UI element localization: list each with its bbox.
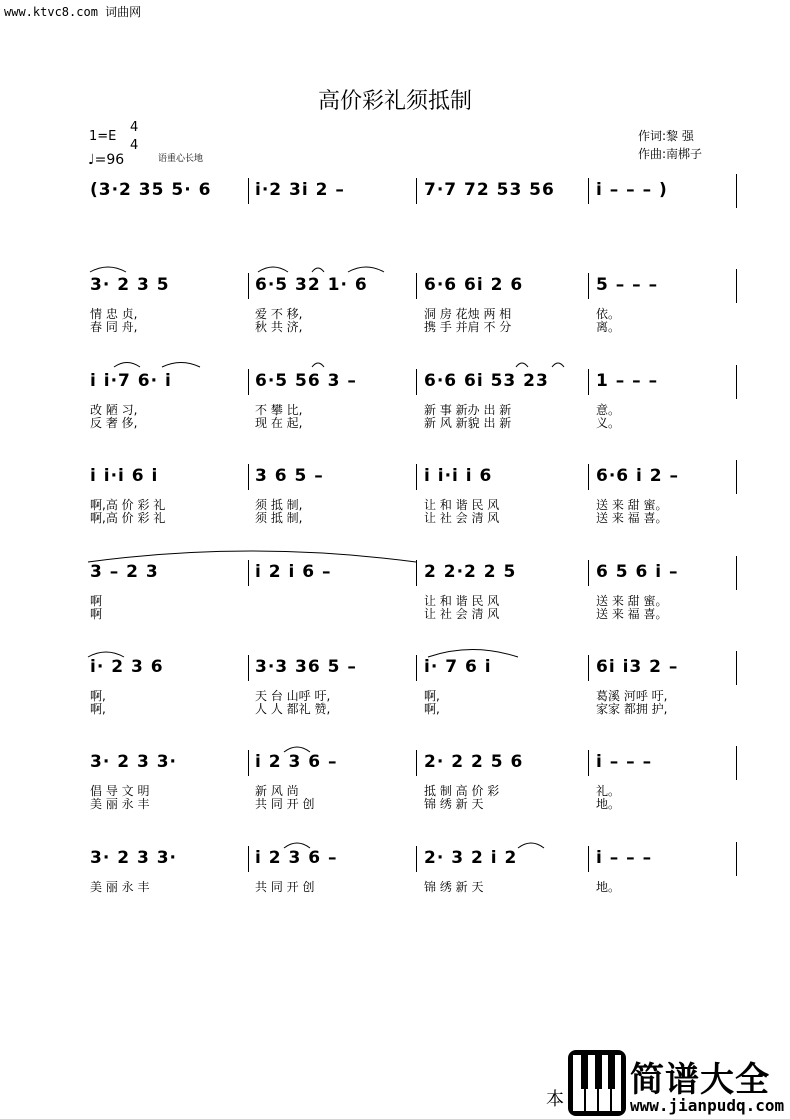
lyric-line: 啊,高 价 彩 礼: [90, 498, 166, 512]
measure-notes: 3 – 2 3: [90, 562, 159, 582]
lyric-line: 送 来 甜 蜜。: [596, 498, 668, 512]
piano-keys-icon: [568, 1050, 626, 1116]
lyric-line: 让 和 谐 民 风: [424, 594, 500, 608]
lyric-line: 新 风 新貌 出 新: [424, 416, 512, 430]
lyric-line: 美 丽 永 丰: [90, 797, 150, 811]
measure-notes: i· 7 6 i: [424, 657, 492, 677]
lyric-line: 美 丽 永 丰: [90, 880, 150, 894]
time-signature-top: 4: [130, 120, 139, 135]
measure-notes: 6i i3 2 –: [596, 657, 679, 677]
lyricist-credit: 作词:黎 强: [638, 129, 694, 143]
lyric-line: 地。: [596, 797, 621, 811]
measure-notes: 3 6 5 –: [255, 466, 324, 486]
measure-notes: i i·i 6 i: [90, 466, 159, 486]
lyric-line: 啊: [90, 607, 103, 621]
song-title: 高价彩礼须抵制: [317, 89, 472, 114]
lyric-line: 新 风 尚: [255, 784, 299, 798]
lyric-line: 啊: [90, 594, 103, 608]
lyric-line: 意。: [596, 403, 621, 417]
lyric-line: 共 同 开 创: [255, 797, 315, 811]
lyric-line: 地。: [596, 880, 621, 894]
composer-credit: 作曲:南梆子: [638, 147, 703, 161]
measure-notes: i 2 3 6 –: [255, 848, 338, 868]
lyric-line: 须 抵 制,: [255, 511, 303, 525]
lyric-line: 送 来 福 喜。: [596, 607, 668, 621]
lyric-line: 新 事 新办 出 新: [424, 403, 512, 417]
measure-notes: 2· 2 2 5 6: [424, 752, 524, 772]
site-header[interactable]: www.ktvc8.com 词曲网: [4, 5, 142, 19]
watermark-url[interactable]: www.jianpudq.com: [630, 1096, 785, 1115]
time-signature-bottom: 4: [130, 138, 139, 153]
lyric-line: 爱 不 移,: [255, 307, 303, 321]
lyric-line: 让 和 谐 民 风: [424, 498, 500, 512]
lyric-line: 天 台 山呼 吁,: [255, 689, 331, 703]
measure-notes: 6·5 32 1· 6: [255, 275, 368, 295]
watermark-logo[interactable]: [568, 1050, 790, 1119]
expression-mark: 语重心长地: [158, 154, 204, 164]
lyric-line: 让 社 会 清 风: [424, 511, 500, 525]
measure-notes: i 2 3 6 –: [255, 752, 338, 772]
lyric-line: 反 奢 侈,: [90, 416, 138, 430]
lyric-line: 共 同 开 创: [255, 880, 315, 894]
partial-text: 本: [546, 1089, 564, 1110]
measure-notes: i i·i i 6: [424, 466, 493, 486]
lyric-line: 家家 都拥 护,: [596, 702, 668, 716]
measure-notes: 6·6 6i 53 23: [424, 371, 549, 391]
key-signature: 1=E: [89, 129, 117, 144]
measure-notes: 3· 2 3 3·: [90, 848, 177, 868]
lyric-line: 现 在 起,: [255, 416, 303, 430]
measure-notes: i 2 i 6 –: [255, 562, 332, 582]
lyric-line: 春 同 舟,: [90, 320, 138, 334]
lyric-line: 须 抵 制,: [255, 498, 303, 512]
lyric-line: 锦 绣 新 天: [424, 880, 484, 894]
measure-notes: i i·7 6· i: [90, 371, 172, 391]
lyric-line: 义。: [596, 416, 621, 430]
lyric-line: 人 人 都礼 赞,: [255, 702, 331, 716]
measure-notes: 6·6 6i 2 6: [424, 275, 524, 295]
measure-notes: 3· 2 3 3·: [90, 752, 177, 772]
measure-notes: 7·7 72 53 56: [424, 180, 555, 200]
measure-notes: 2 2·2 2 5: [424, 562, 517, 582]
lyric-line: 倡 导 文 明: [90, 784, 150, 798]
lyric-line: 依。: [596, 307, 621, 321]
measure-notes: i·2 3i 2 –: [255, 180, 345, 200]
watermark-brand: 简谱大全: [630, 1060, 770, 1100]
lyric-line: 啊,: [90, 702, 106, 716]
lyric-line: 送 来 福 喜。: [596, 511, 668, 525]
measure-notes: 3· 2 3 5: [90, 275, 170, 295]
lyric-line: 啊,: [90, 689, 106, 703]
measure-notes: 6·5 56 3 –: [255, 371, 357, 391]
measure-notes: i – – –: [596, 752, 653, 772]
lyric-line: 离。: [596, 320, 621, 334]
measure-notes: i· 2 3 6: [90, 657, 164, 677]
lyric-line: 携 手 并肩 不 分: [424, 320, 512, 334]
lyric-line: 锦 绣 新 天: [424, 797, 484, 811]
measure-notes: 2· 3 2 i 2: [424, 848, 518, 868]
measure-notes: 5 – – –: [596, 275, 659, 295]
measure-notes: i – – – ): [596, 180, 668, 200]
lyric-line: 改 陋 习,: [90, 403, 138, 417]
lyric-line: 啊,高 价 彩 礼: [90, 511, 166, 525]
lyric-line: 情 忠 贞,: [90, 307, 138, 321]
measure-notes: (3·2 35 5· 6: [90, 180, 212, 200]
lyric-line: 啊,: [424, 702, 440, 716]
lyric-line: 送 来 甜 蜜。: [596, 594, 668, 608]
lyric-line: 秋 共 济,: [255, 320, 303, 334]
tempo-mark: ♩=96: [88, 152, 125, 168]
lyric-line: 洞 房 花烛 两 相: [424, 307, 512, 321]
lyric-line: 抵 制 高 价 彩: [424, 784, 500, 798]
measure-notes: 6 5 6 i –: [596, 562, 679, 582]
lyric-line: 礼。: [596, 784, 621, 798]
measure-notes: 6·6 i 2 –: [596, 466, 680, 486]
lyric-line: 让 社 会 清 风: [424, 607, 500, 621]
measure-notes: 1 – – –: [596, 371, 659, 391]
lyric-line: 不 攀 比,: [255, 403, 303, 417]
lyric-line: 葛溪 河呼 吁,: [596, 689, 668, 703]
measure-notes: 3·3 36 5 –: [255, 657, 357, 677]
measure-notes: i – – –: [596, 848, 653, 868]
lyric-line: 啊,: [424, 689, 440, 703]
